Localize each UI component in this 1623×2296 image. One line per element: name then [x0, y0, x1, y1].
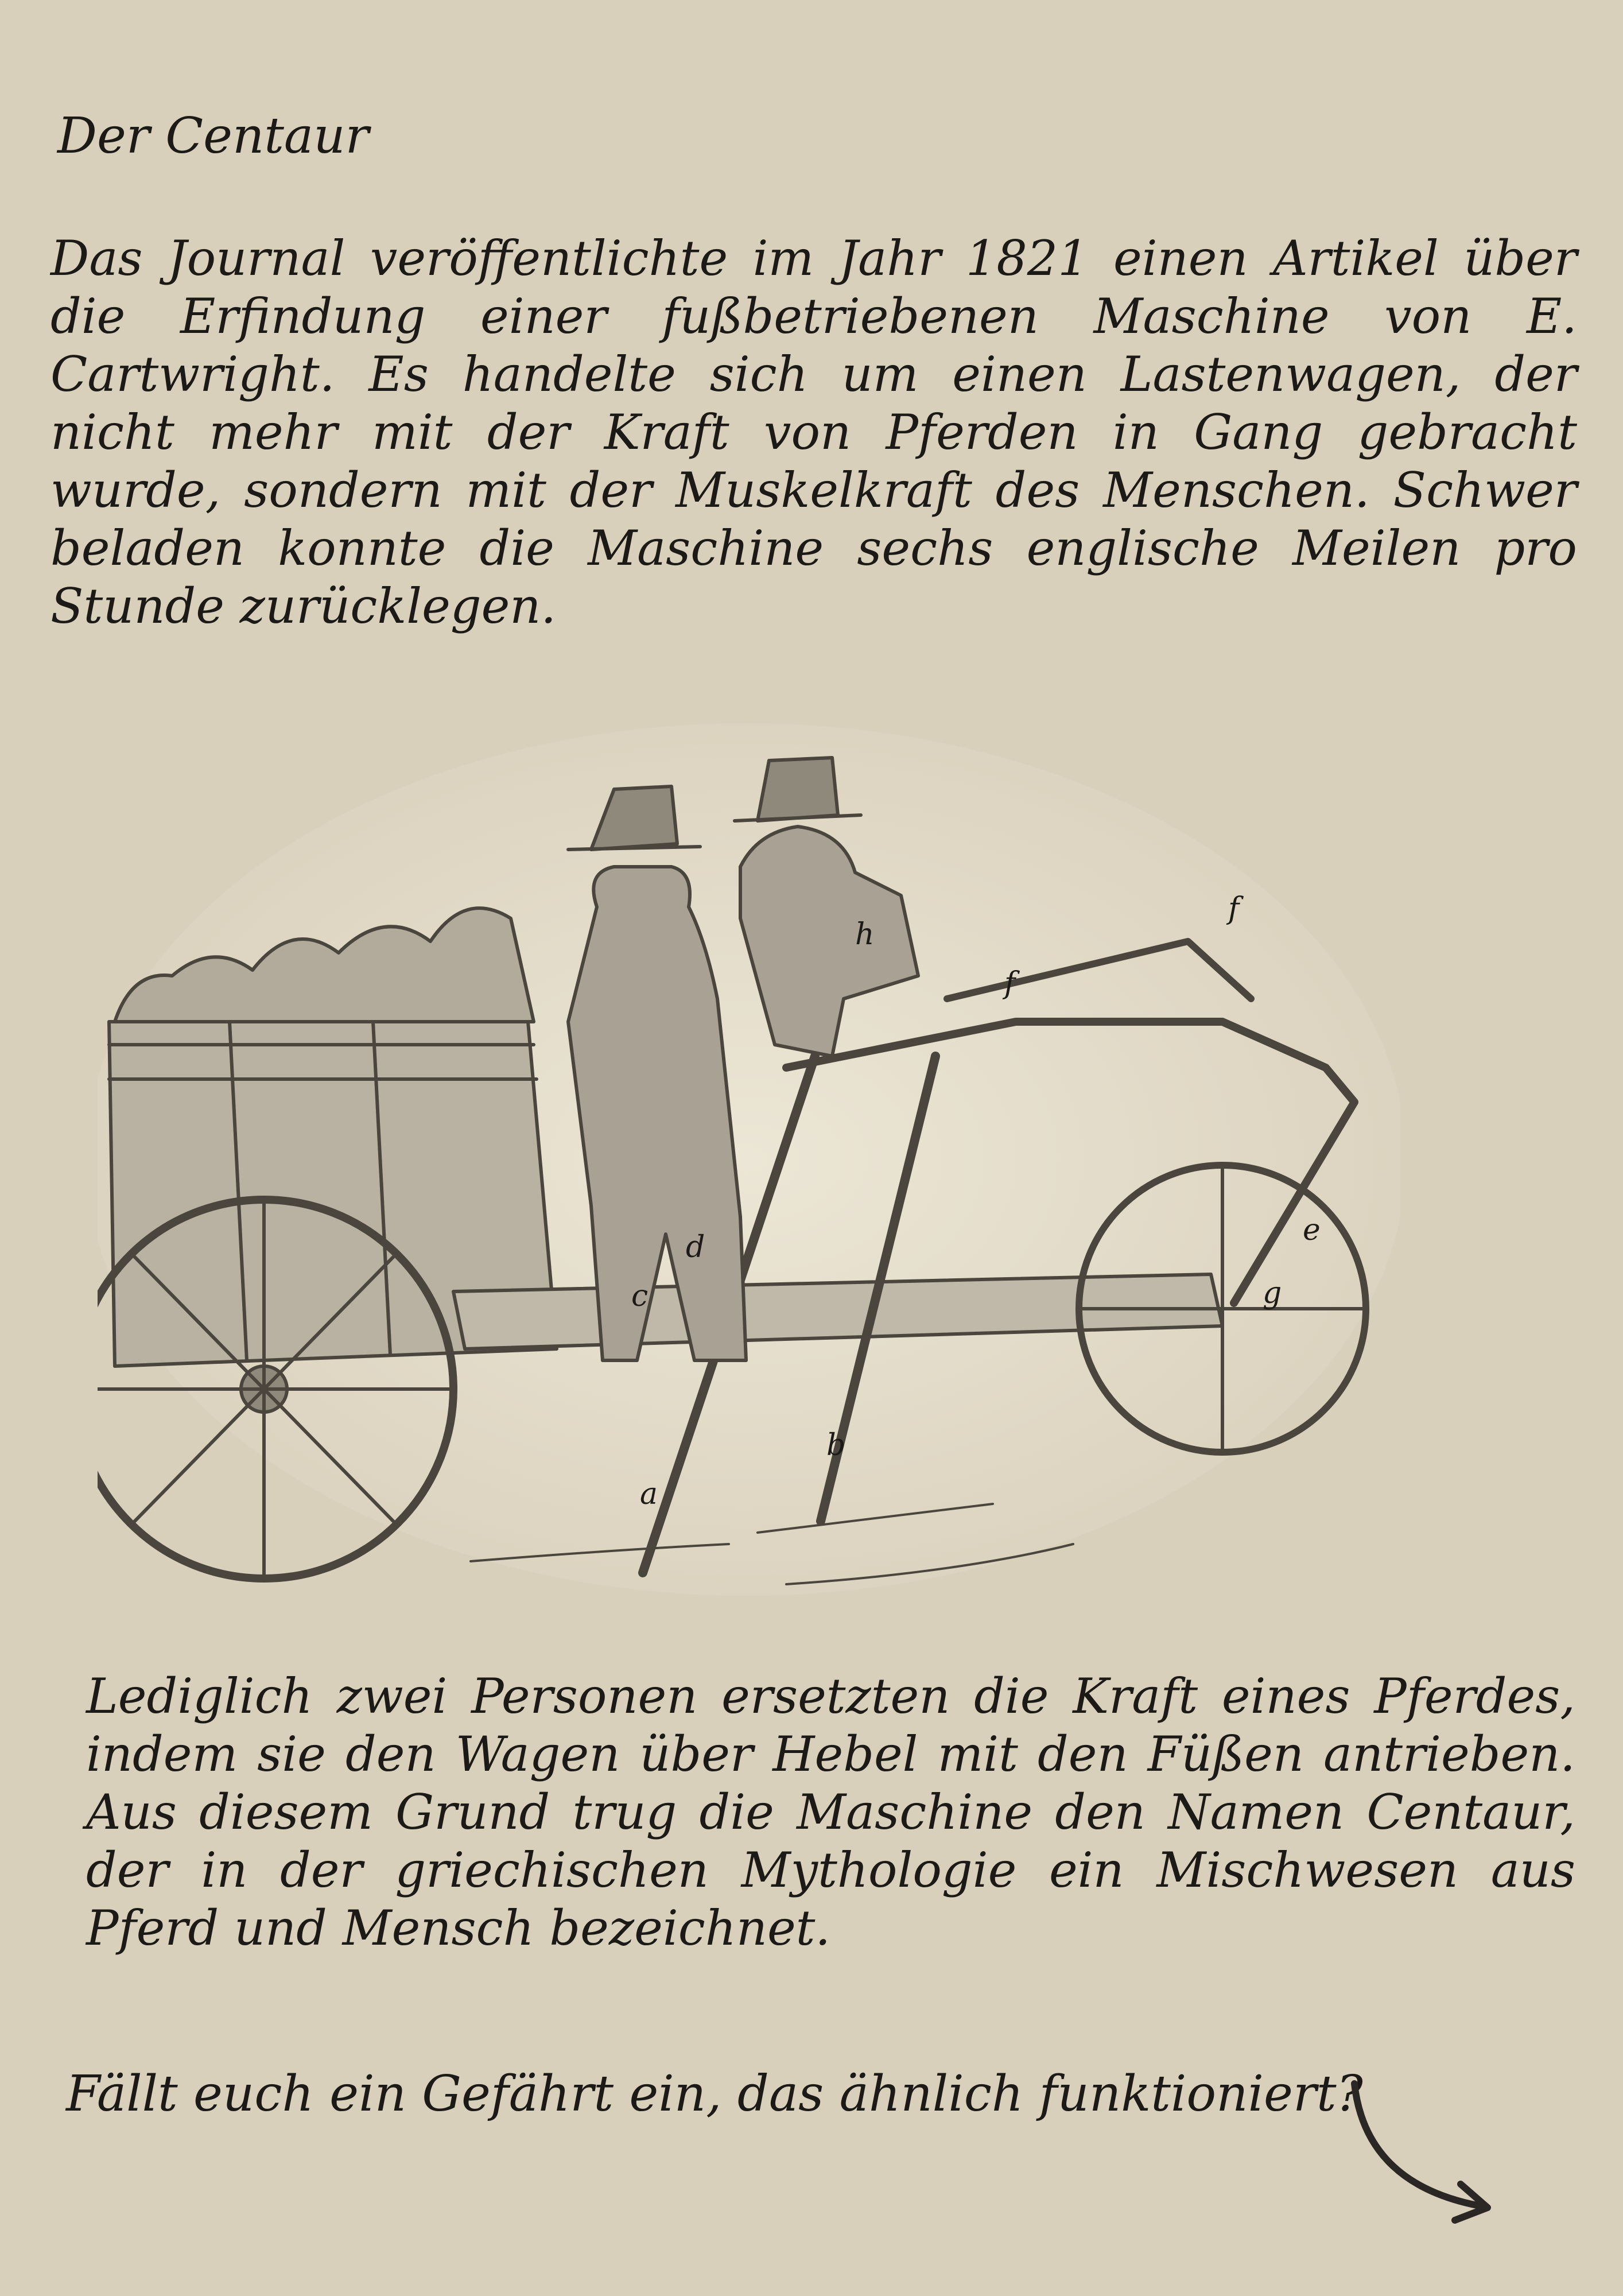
centaur-cart-illustration [98, 700, 1400, 1596]
label-b: b [826, 1428, 846, 1463]
intro-paragraph: Das Journal veröffentlichte im Jahr 1821 einen Artikel über die Erfindung einer fußbetriebenen Maschine von E. Cartwright. Es handelte sich um einen Lastenwagen, der nicht mehr mit der Kraft von Pferden in Gang gebracht wurde, sondern mit der Muskelkraft des Menschen. Schwer beladen konnte die Maschine sechs englische Meilen pro Stunde zurücklegen. [51, 230, 1577, 634]
curved-arrow-icon [1337, 2066, 1509, 2239]
label-c: c [631, 1279, 649, 1313]
label-f-upper: f [1228, 891, 1240, 926]
question-text: Fällt euch ein Gefährt ein, das ähnlich funktioniert? [66, 2065, 1363, 2123]
label-a: a [640, 1477, 658, 1511]
page-title: Der Centaur [57, 107, 369, 165]
label-d: d [686, 1230, 705, 1265]
label-h: h [855, 917, 875, 952]
explanation-paragraph: Lediglich zwei Personen ersetzten die Kraft eines Pferdes, indem sie den Wagen über Hebel mit den Füßen antrieben. Aus diesem Grund trug die Maschine den Namen Centaur, der in der griechischen Mythologie ein Mischwesen aus Pferd und Mensch bezeichnet. [86, 1668, 1575, 1956]
label-f-lower: f [1004, 966, 1016, 1000]
label-g: g [1263, 1276, 1282, 1310]
label-e: e [1303, 1213, 1321, 1247]
